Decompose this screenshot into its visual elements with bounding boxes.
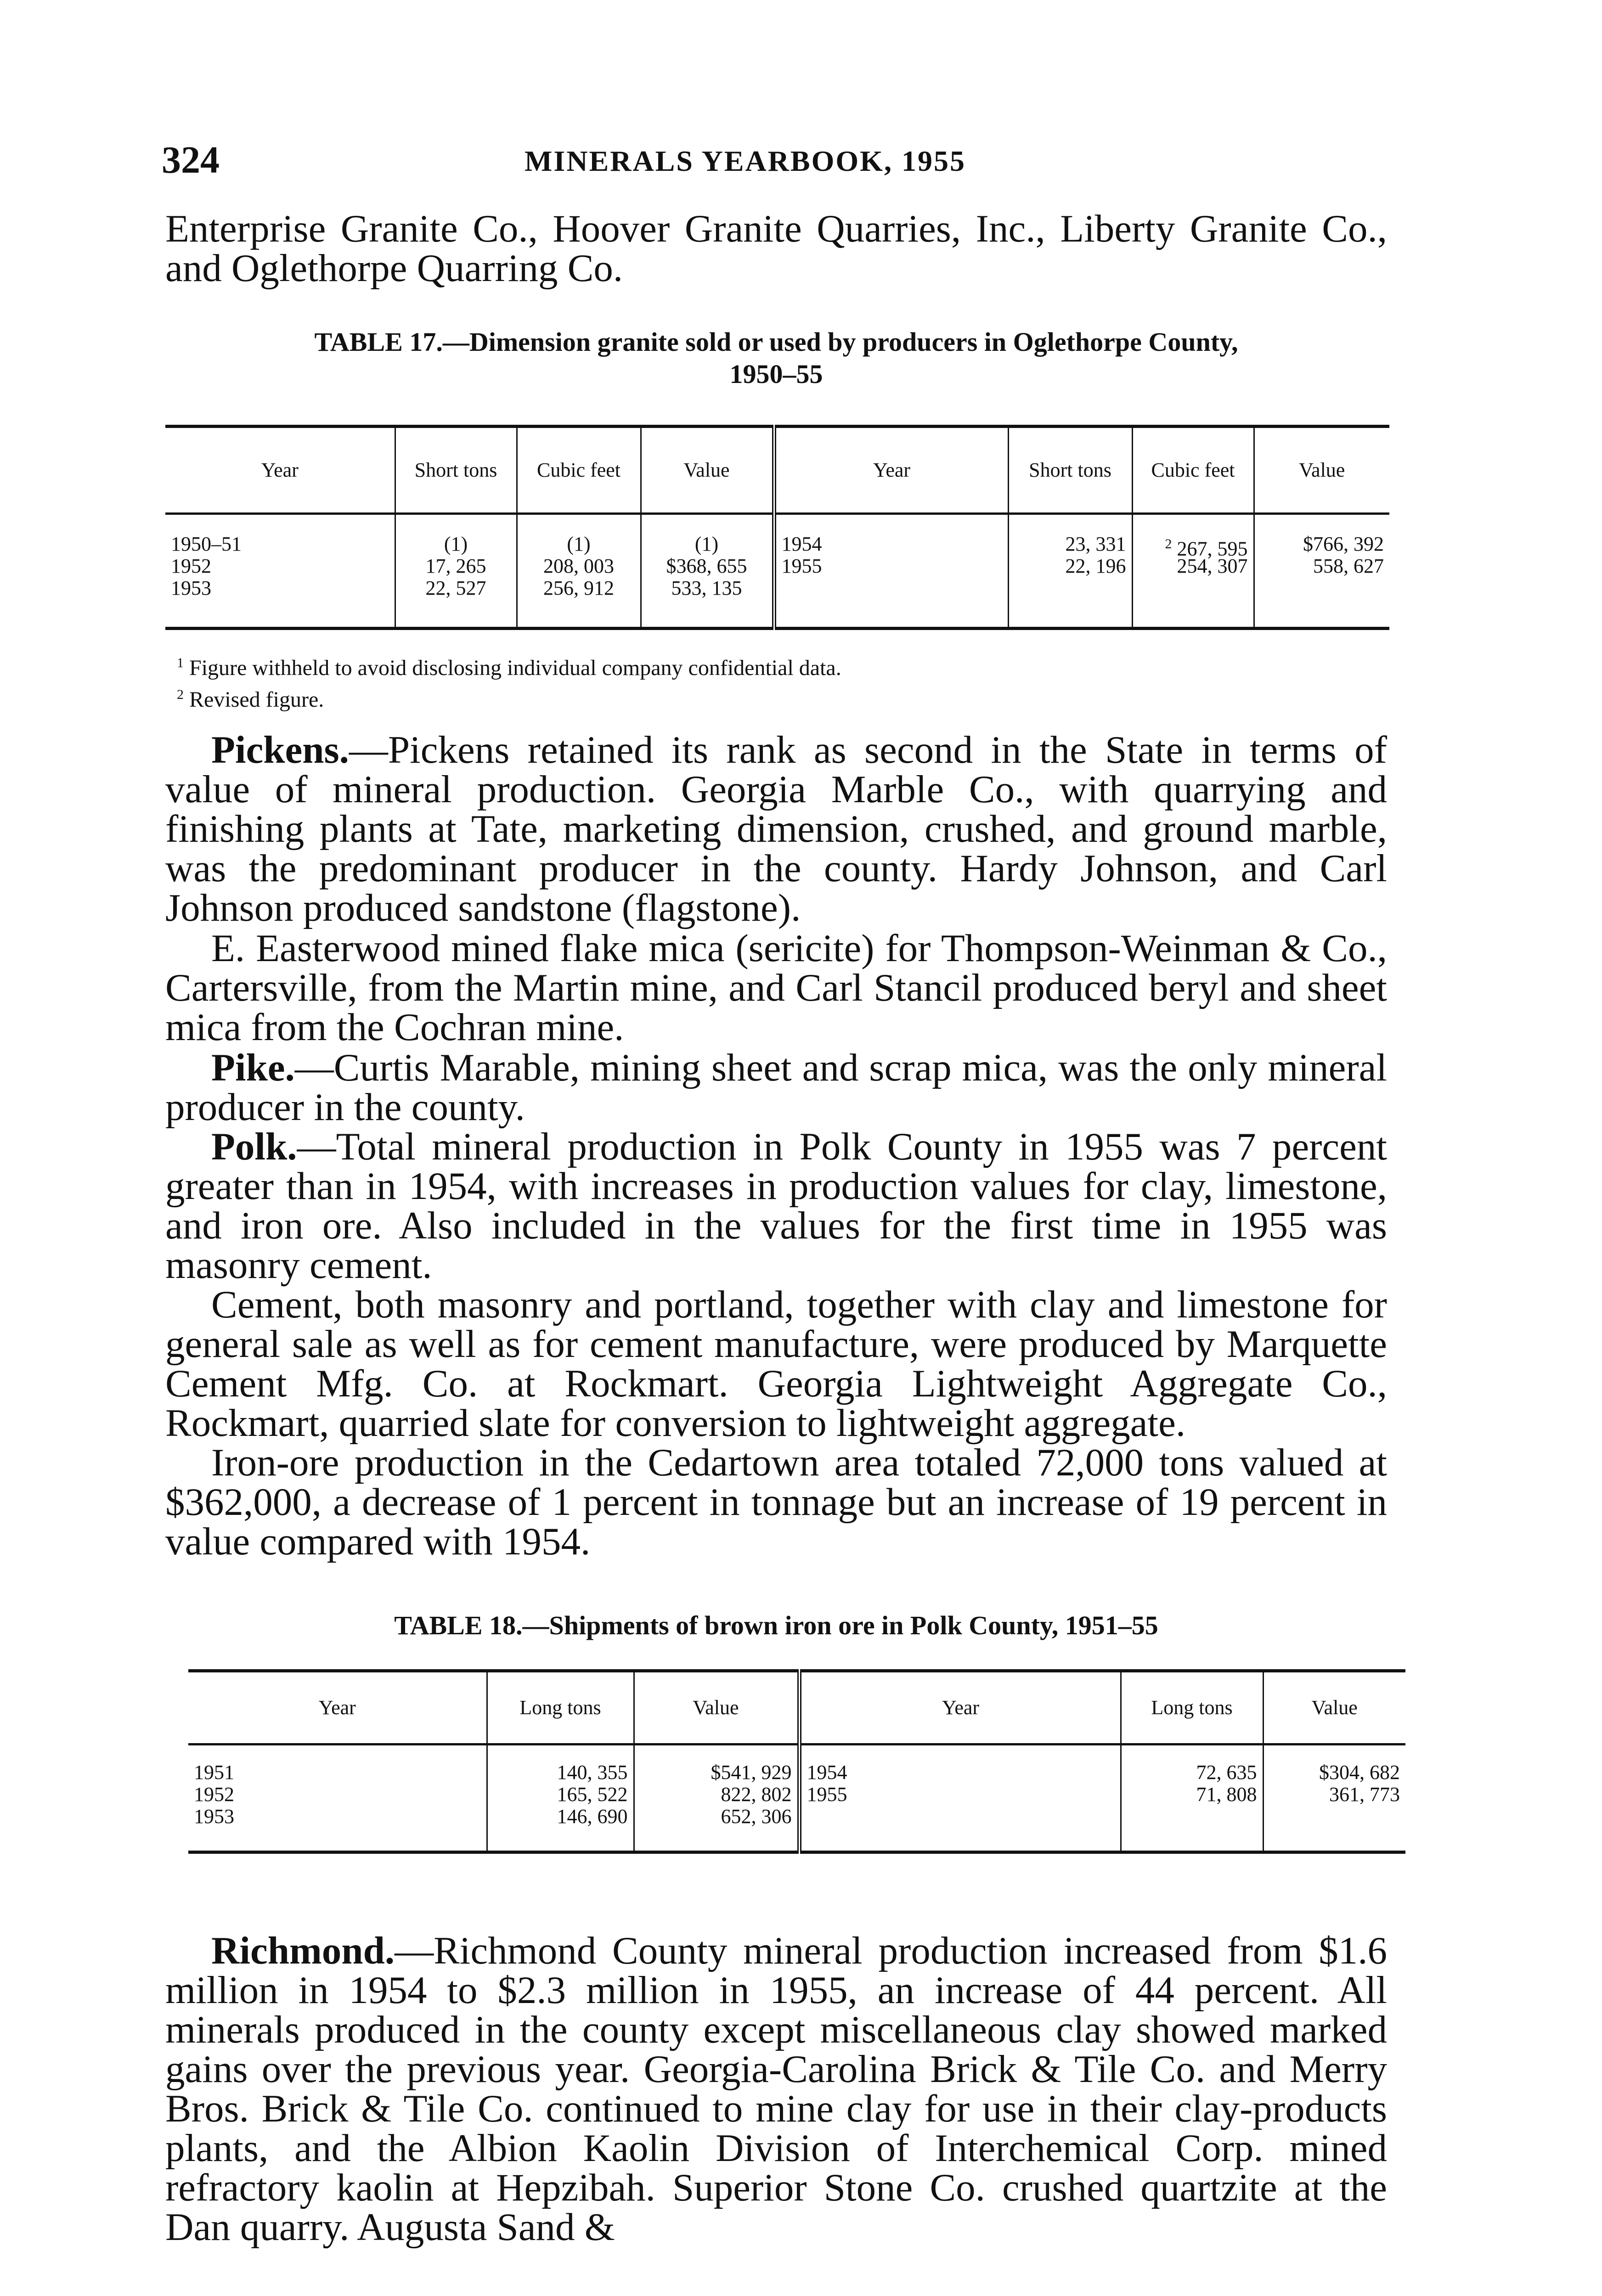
table-cell: 256, 912 [543, 577, 614, 599]
table-cell: 822, 802 [721, 1783, 792, 1806]
table-cell: 1955 [807, 1783, 847, 1806]
paragraph-easterwood: E. Easterwood mined flake mica (sericite) for Thompson-Weinman & Co., Cartersville, from the Martin mine, and Carl Stancil produced beryl and sheet mica from the Cochran mine. [165, 927, 1387, 1049]
t17-header-year-left: Year [165, 427, 395, 514]
paragraph-pickens: Pickens.—Pickens retained its rank as second in the State in terms of value of mineral production. Georgia Marble Co., with quarrying and finishing plants at Tate, marketing dimension, crushed, and ground marble, was the predominant producer in the county. Hardy Johnson, and Carl Johnson produced sandstone (flagstone). [165, 728, 1387, 929]
table-cell: 140, 355 [557, 1761, 628, 1784]
t17-year-left [165, 514, 395, 629]
table-cell: 1952 [171, 555, 211, 577]
table-cell: $766, 392 [1303, 533, 1384, 555]
table-cell: 558, 627 [1313, 555, 1384, 577]
page-number: 324 [162, 139, 220, 181]
table17 [165, 425, 1389, 630]
table17-caption-line1: TABLE 17.—Dimension granite sold or used by producers in Oglethorpe County, [314, 327, 1238, 357]
page-header [162, 138, 1402, 188]
t17-header-value-right: Value [1254, 427, 1389, 514]
t17-header-cubic-feet-left: Cubic feet [517, 427, 641, 514]
t17-cubic-feet-left [517, 514, 641, 629]
t18-header-value-right: Value [1263, 1671, 1405, 1745]
lead-pike: Pike. [211, 1046, 295, 1089]
table-cell: (1) [567, 533, 591, 555]
paragraph-polk: Polk.—Total mineral production in Polk County in 1955 was 7 percent greater than in 1954, with increases in production values for clay, limestone, and iron ore. Also included in the values for the first time in 1955 was masonry cement. [165, 1125, 1387, 1287]
table-cell: 17, 265 [425, 555, 486, 577]
table-cell: 254, 307 [1177, 555, 1248, 577]
table-cell: (1) [694, 533, 719, 555]
paragraph-ironore: Iron-ore production in the Cedartown area totaled 72,000 tons valued at $362,000, a decrease of 1 percent in tonnage but an increase of 19 percent in value compared with 1954. [165, 1441, 1387, 1563]
lead-richmond: Richmond. [211, 1929, 395, 1972]
table18-body [188, 1745, 1405, 1852]
table-cell: 71, 808 [1196, 1783, 1257, 1806]
lead-polk: Polk. [211, 1125, 297, 1168]
t18-header-value-left: Value [634, 1671, 799, 1745]
table-cell: $368, 655 [666, 555, 747, 577]
table-cell: $541, 929 [711, 1761, 792, 1784]
t17-header-year-right: Year [774, 427, 1008, 514]
lead-pickens: Pickens. [211, 728, 349, 771]
table-cell: 23, 331 [1065, 533, 1126, 555]
table-cell: 72, 635 [1196, 1761, 1257, 1784]
table-cell: 652, 306 [721, 1805, 792, 1828]
t17-header-value-left: Value [641, 427, 774, 514]
t17-value-left [641, 514, 774, 629]
t18-header-long-tons-left: Long tons [487, 1671, 634, 1745]
t18-header-year-left: Year [188, 1671, 487, 1745]
table17-caption-line2: 1950–55 [729, 359, 823, 389]
paragraph-pike: Pike.—Curtis Marable, mining sheet and scrap mica, was the only mineral producer in the county. [165, 1046, 1387, 1129]
table-cell: 1954 [781, 533, 822, 555]
table17-footnotes [177, 650, 841, 713]
table18 [188, 1669, 1405, 1854]
table-cell: 22, 196 [1065, 555, 1126, 577]
t18-header-long-tons-right: Long tons [1121, 1671, 1263, 1745]
table-cell: 1954 [807, 1761, 847, 1784]
table-cell: 533, 135 [671, 577, 742, 599]
table-cell: 1953 [194, 1805, 234, 1828]
t18-long-tons-left [487, 1745, 634, 1852]
t18-year-left [188, 1745, 487, 1852]
t17-cubic-feet-right [1132, 514, 1254, 629]
paragraph-cement: Cement, both masonry and portland, together with clay and limestone for general sale as well as for cement manufacture, were produced by Marquette Cement Mfg. Co. at Rockmart. Georgia Lightweight Aggregate Co., Rockmart, quarried slate for conversion to lightweight aggregate. [165, 1283, 1387, 1445]
table-cell: 1951 [194, 1761, 234, 1784]
table-cell [1139, 533, 1248, 560]
table-cell: 361, 773 [1329, 1783, 1400, 1806]
table-cell: 1952 [194, 1783, 234, 1806]
table-cell: 1955 [781, 555, 822, 577]
table17-body [165, 514, 1389, 629]
t18-year-right [799, 1745, 1121, 1852]
t17-header-short-tons-right: Short tons [1008, 427, 1132, 514]
t17-value-right [1254, 514, 1389, 629]
t17-header-cubic-feet-right: Cubic feet [1132, 427, 1254, 514]
footnote-1: $^1$ Figure withheld to avoid disclosing individual company confidential data. [177, 655, 841, 680]
table-cell: 22, 527 [425, 577, 486, 599]
t17-header-short-tons-left: Short tons [395, 427, 517, 514]
t18-value-right [1263, 1745, 1405, 1852]
table18-header-row [188, 1671, 1405, 1745]
table17-caption [165, 326, 1387, 390]
table-cell: 1953 [171, 577, 211, 599]
table-cell: (1) [444, 533, 468, 555]
table-cell: 165, 522 [557, 1783, 628, 1806]
t17-year-right [774, 514, 1008, 629]
paragraph-richmond: Richmond.—Richmond County mineral production increased from $1.6 million in 1954 to $2.3 million in 1955, an increase of 44 percent. All minerals produced in the county except miscellaneous clay showed marked gains over the previous year. Georgia-Carolina Brick & Tile Co. and Merry Bros. Brick & Tile Co. continued to mine clay for use in their clay-products plants, and the Albion Kaolin Division of Interchemical Corp. mined refractory kaolin at Hepzibah. Superior Stone Co. crushed quartzite at the Dan quarry. Augusta Sand & [165, 1929, 1387, 2249]
t18-long-tons-right [1121, 1745, 1263, 1852]
t17-short-tons-left [395, 514, 517, 629]
table-cell: 208, 003 [543, 555, 614, 577]
intro-paragraph: Enterprise Granite Co., Hoover Granite Quarries, Inc., Liberty Granite Co., and Oglethorpe Quarring Co. [165, 207, 1387, 290]
table-cell: 146, 690 [557, 1805, 628, 1828]
footnote-2: $^2$ Revised figure. [177, 687, 324, 712]
table18-caption: TABLE 18.—Shipments of brown iron ore in Polk County, 1951–55 [394, 1610, 1158, 1640]
revised-mark: 2 [1165, 536, 1172, 551]
table17-header-row [165, 427, 1389, 514]
table-cell: 1950–51 [171, 533, 242, 555]
table-cell-value: 267, 595 [1177, 537, 1248, 560]
t17-short-tons-right [1008, 514, 1132, 629]
t18-header-year-right: Year [799, 1671, 1121, 1745]
t18-value-left [634, 1745, 799, 1852]
table-cell: $304, 682 [1319, 1761, 1400, 1784]
running-title: MINERALS YEARBOOK, 1955 [525, 145, 966, 177]
